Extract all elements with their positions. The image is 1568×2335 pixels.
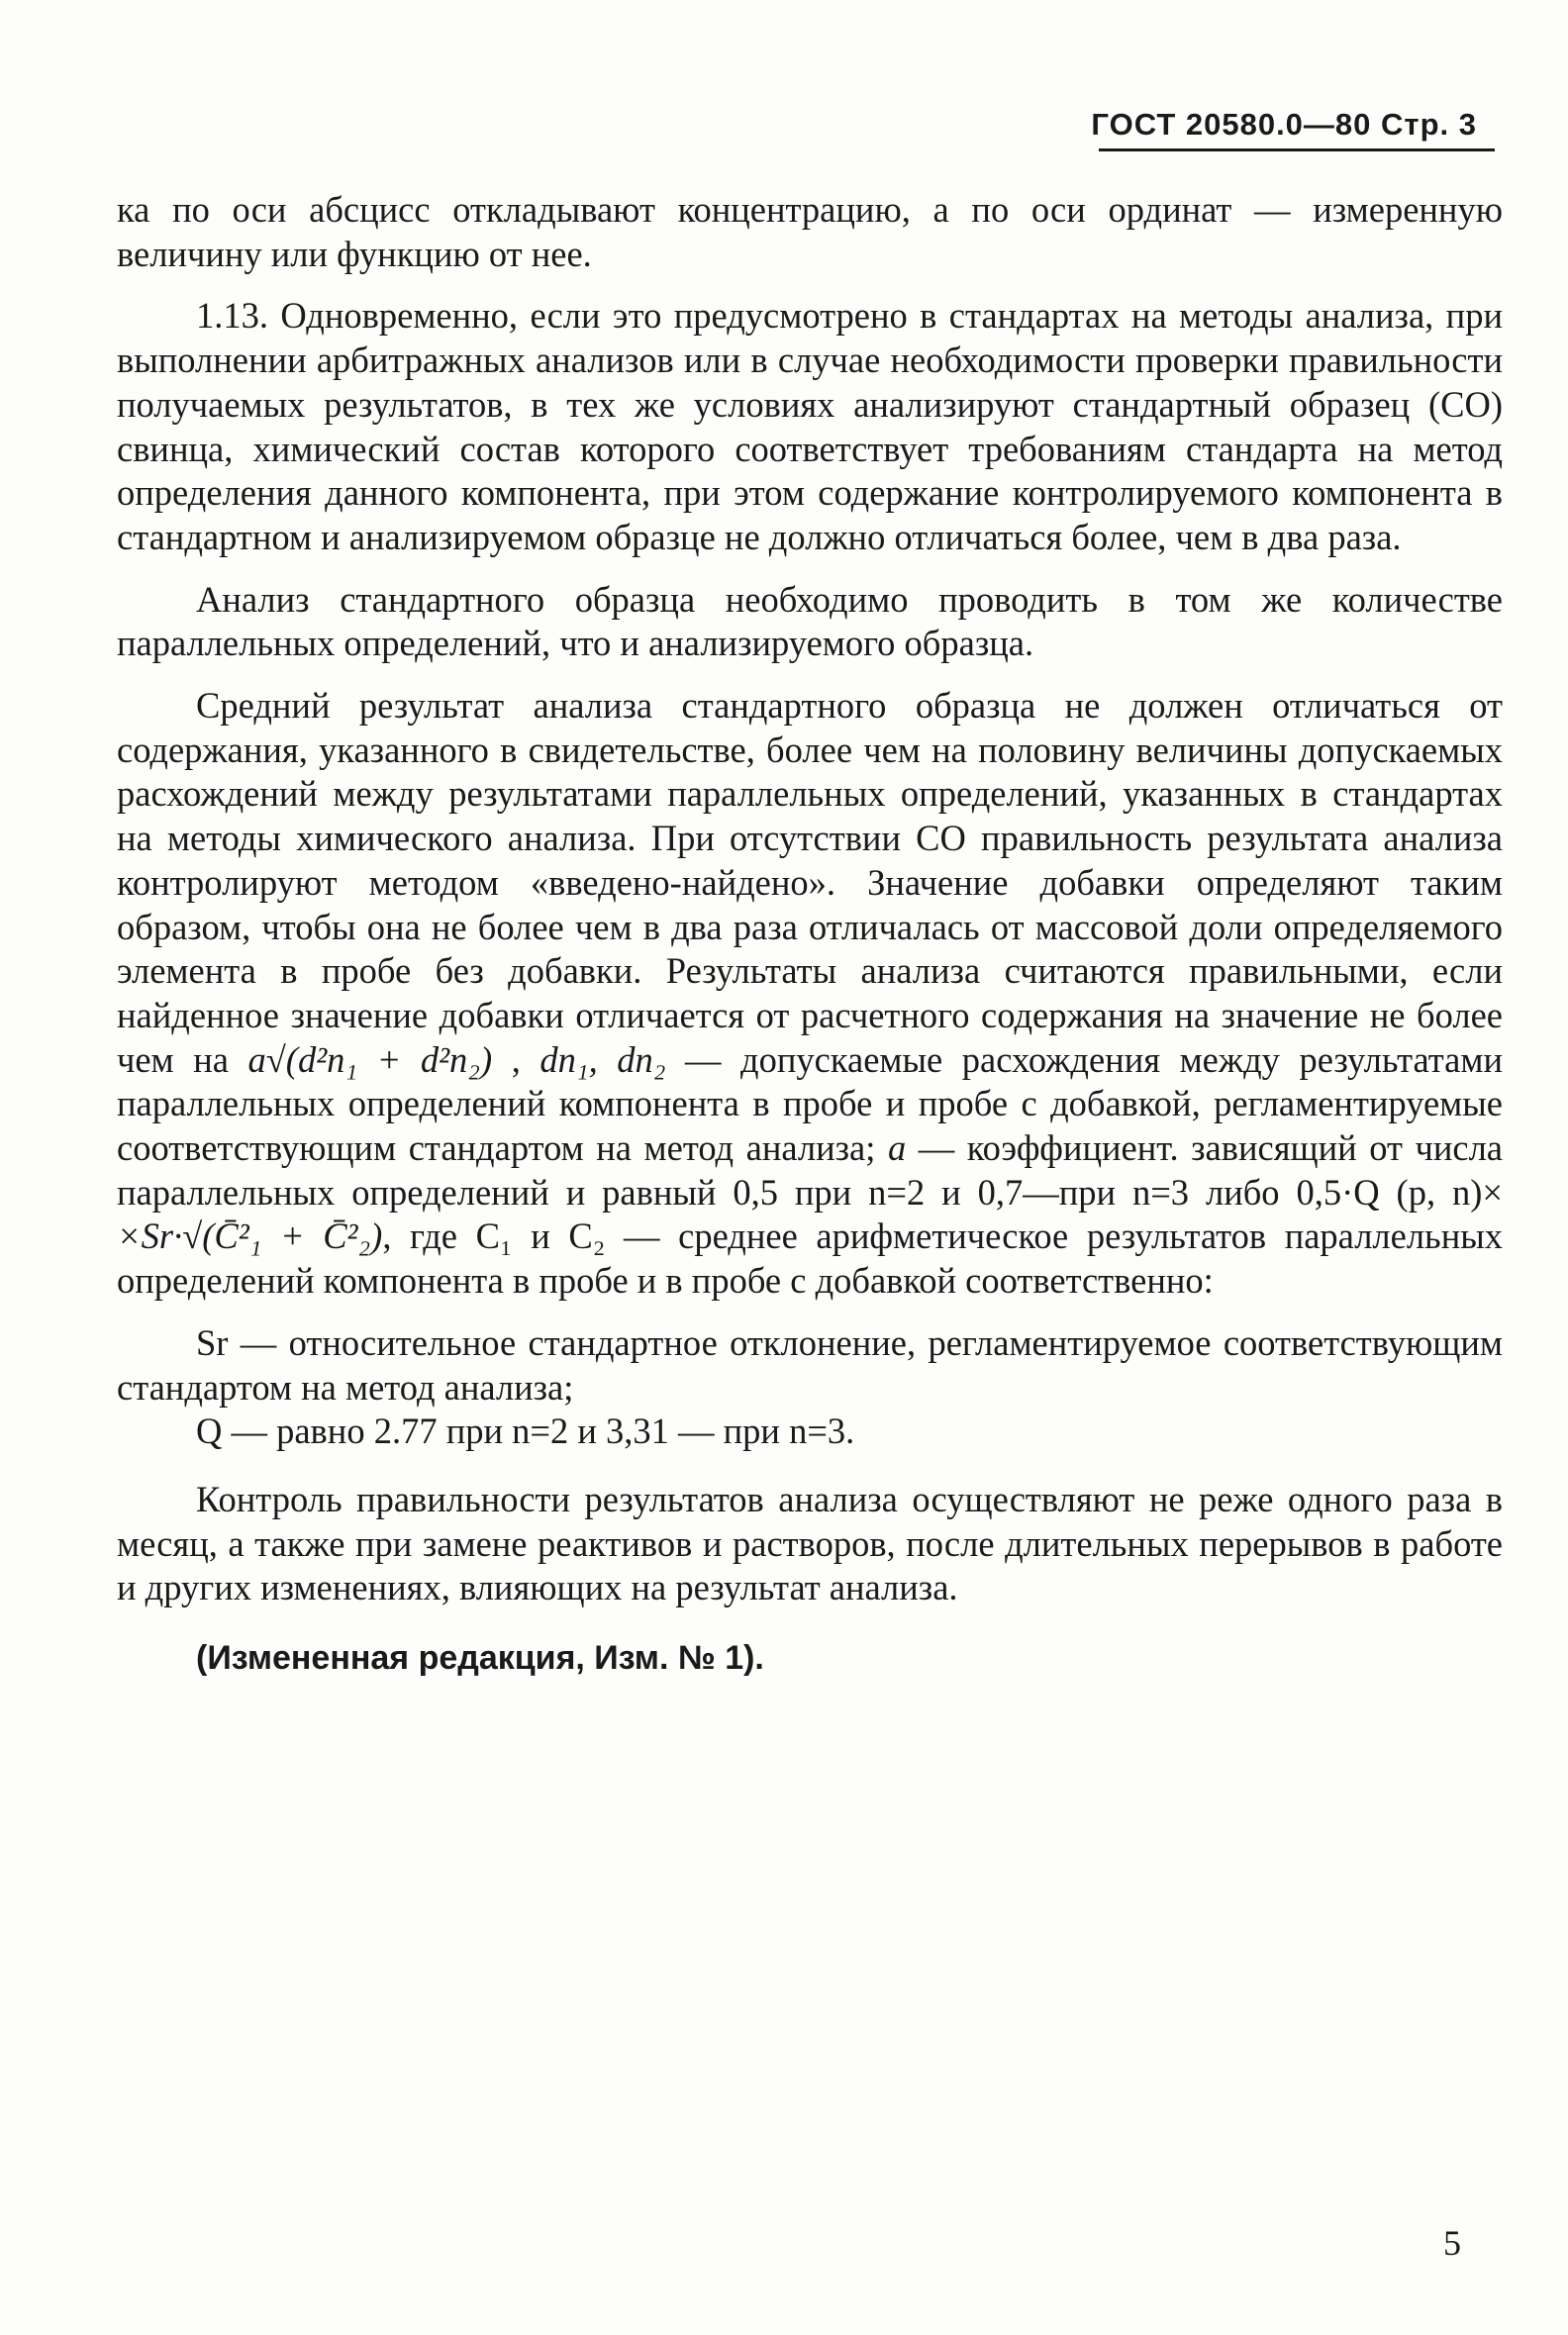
control-method-text: Средний результат анализа стандартного образца не должен отличаться от содержания, указанного в свидетельстве, более чем на половину величины допускаемых расхождений между результатами параллельных определений, указанных в стандартах на методы химического анализа. При отсутствии СО правильность результата анализа контролируют методом «введено-найдено». Значение добавки определяют таким образом, чтобы она не более чем в два раза отличалась от массовой доли определяемого элемента в пробе без добавки. Результаты анализа считаются правильными, если найденное значение добавки отличается от расчетного содержания на значение не более чем на: [117, 685, 1503, 1080]
paragraph-standard-sample: Анализ стандартного образца необходимо проводить в том же количестве параллельных определений, что и анализируемого образца.: [117, 578, 1503, 664]
page-number: 5: [1443, 2223, 1461, 2263]
paragraph-sr-definition: Sr — относительное стандартное отклонение, регламентируемое соответствующим стандартом на метод анализа;: [117, 1321, 1503, 1408]
formula-separator: ,: [511, 1038, 521, 1080]
sr-formula: ×Sr·√(C̄²₁ + C̄²₂): [117, 1216, 383, 1257]
header-rule: [1099, 148, 1495, 151]
running-head: ГОСТ 20580.0—80 Стр. 3: [1091, 107, 1477, 142]
paragraph-continuation: ка по оси абсцисс откладывают концентрацию, а по оси ординат — измеренную величину или функцию от нее.: [117, 189, 1503, 274]
d-symbols: dn₁, dn₂: [539, 1038, 666, 1080]
d-definition: — допускаемые расхождения между результатами параллельных определений компонента в пробе и пробе с добавкой, регламентируемые соответствующим стандартом на метод анализа;: [117, 1038, 1504, 1169]
paragraph-q-definition: Q — равно 2.77 при n=2 и 3,31 — при n=3.: [196, 1411, 855, 1452]
a-definition: — коэффициент. зависящий от числа параллельных определений и равный 0,5 при n=2 и 0,7—при n=3 либо 0,5·Q (p, n)×: [117, 1127, 1503, 1213]
paragraph-control-frequency: Контроль правильности результатов анализа осуществляют не реже одного раза в месяц, а также при замене реактивов и растворов, после длительных перерывов в работе и других изменениях, влияющих на результат анализа.: [117, 1478, 1503, 1608]
c-definition: , где C₁ и C₂ — среднее арифметическое результатов параллельных определений компонента в пробе и в пробе с добавкой соответственно:: [117, 1216, 1503, 1302]
paragraph-1-13: 1.13. Одновременно, если это предусмотрено в стандартах на методы анализа, при выполнении арбитражных анализов или в случае необходимости проверки правильности получаемых результатов, в тех же условиях анализируют стандартный образец (СО) свинца, химический состав которого соответствует требованиям стандарта на метод определения данного компонента, при этом содержание контролируемого компонента в стандартном и анализируемом образце не должно отличаться более, чем в два раза.: [117, 295, 1503, 557]
body-text: [117, 188, 1503, 1681]
paragraph-control-method: [117, 684, 1503, 1304]
a-symbol: a: [887, 1127, 907, 1169]
amendment-note: (Измененная редакция, Изм. № 1).: [196, 1639, 764, 1678]
tolerance-formula: a√(d²n₁ + d²n₂): [247, 1038, 493, 1080]
